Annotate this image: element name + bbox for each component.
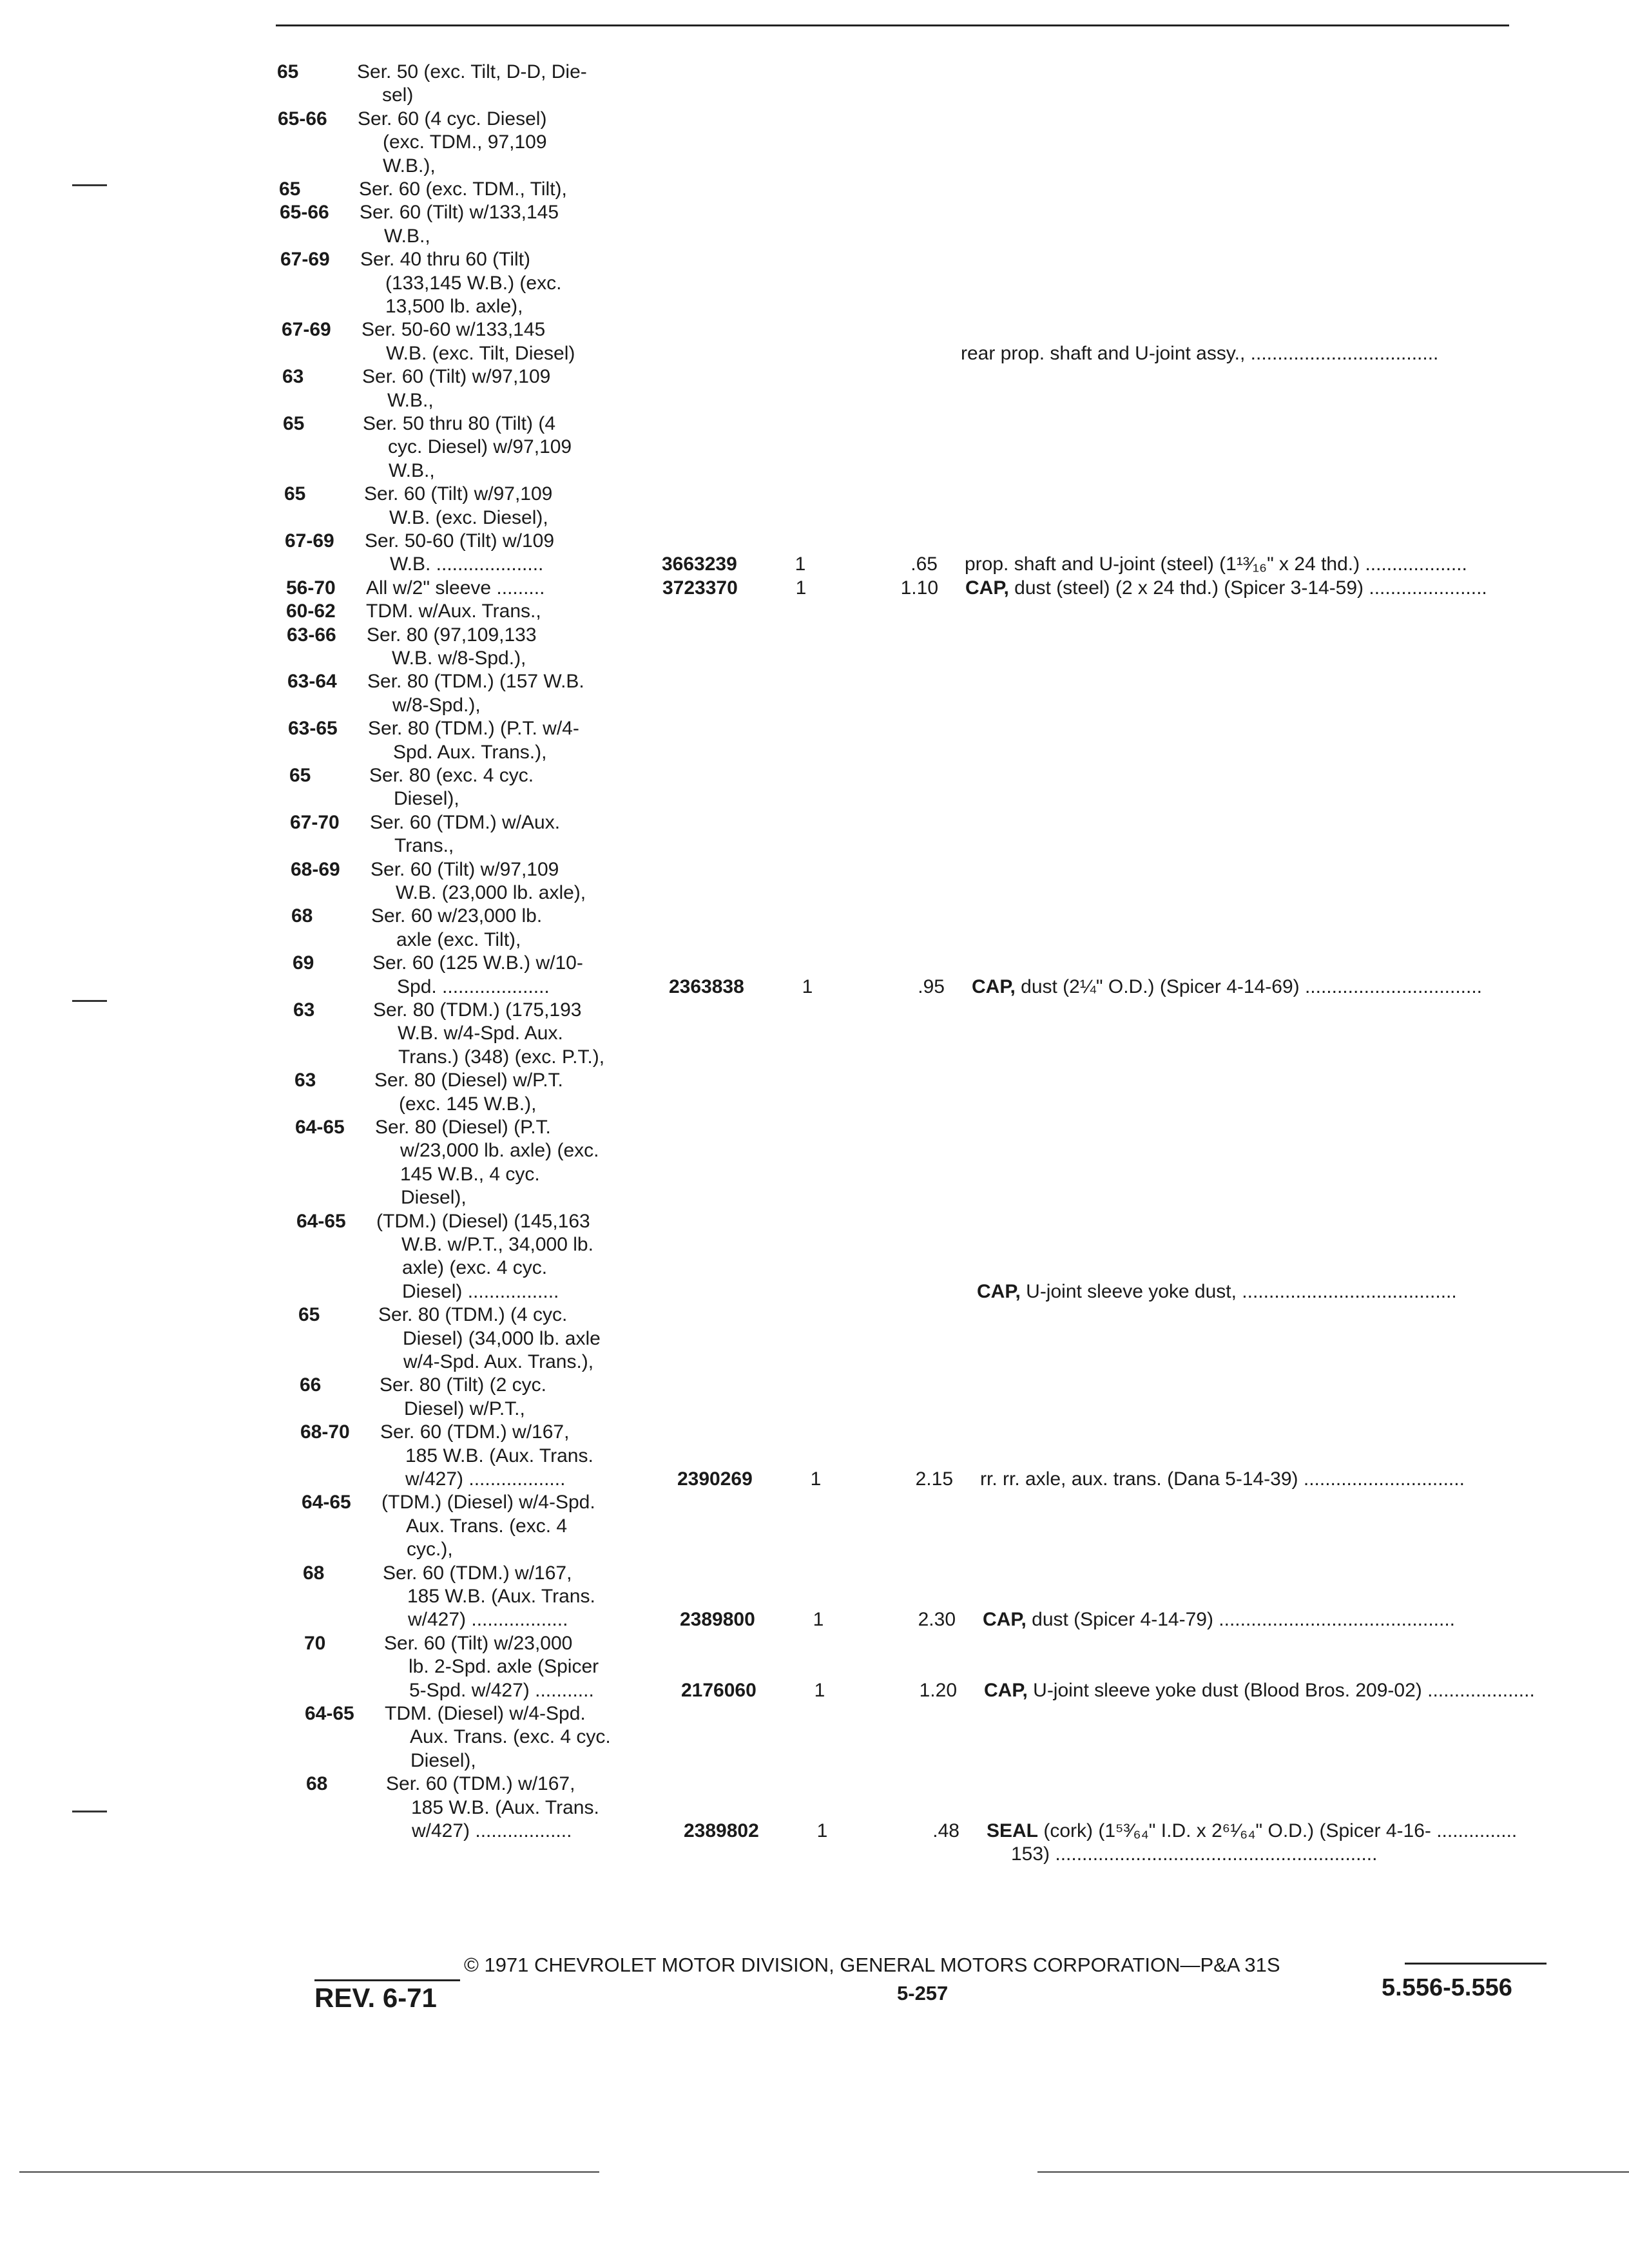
- model-year: 63-64: [287, 671, 337, 693]
- model-year: 68-69: [291, 858, 340, 880]
- application-description: Ser. 60 (4 cyc. Diesel): [358, 108, 547, 130]
- list-price: .48: [932, 1820, 959, 1841]
- model-year: 63: [282, 366, 304, 388]
- section-number: 5.556-5.556: [1382, 1974, 1512, 2001]
- table-row: [0, 481, 1598, 507]
- table-row: [0, 247, 1598, 273]
- table-row: [0, 1443, 1598, 1469]
- table-row: [0, 810, 1598, 836]
- part-name-text: dust (steel) (2 x 24 thd.) (Spicer 3-14-59) ......................: [1008, 577, 1487, 599]
- table-row: [0, 177, 1598, 202]
- table-row: [0, 1654, 1598, 1680]
- part-name-text: dust (2¼" O.D.) (Spicer 4-14-69) .................................: [1015, 975, 1483, 997]
- part-number: 2390269: [677, 1468, 753, 1490]
- application-description: W.B. (exc. Tilt, Diesel): [386, 342, 575, 364]
- table-row: [0, 552, 1598, 577]
- table-row: [0, 200, 1598, 226]
- table-row: [0, 1584, 1598, 1610]
- model-year: 63-66: [287, 624, 336, 646]
- table-row: [0, 1561, 1598, 1586]
- model-year: 65: [298, 1304, 320, 1326]
- table-row: [0, 1279, 1598, 1305]
- table-row: [0, 763, 1598, 789]
- part-number: 2363838: [669, 975, 744, 997]
- table-row: [0, 1091, 1598, 1117]
- application-description: Diesel) (34,000 lb. axle: [403, 1327, 601, 1349]
- part-name-keyword: CAP,: [965, 577, 1009, 599]
- table-row: [0, 1115, 1598, 1140]
- table-row: [0, 130, 1598, 155]
- application-description: cyc. Diesel) w/97,109: [388, 436, 572, 458]
- application-description: Trans.) (348) (exc. P.T.),: [398, 1046, 605, 1068]
- part-number: 3723370: [662, 577, 738, 599]
- table-row: [0, 1349, 1598, 1375]
- table-row: [0, 1162, 1598, 1187]
- table-row: [0, 1607, 1598, 1633]
- table-row: [0, 1678, 1598, 1704]
- application-description: W.B.,: [384, 225, 430, 247]
- table-row: [0, 59, 1598, 85]
- model-year: 60-62: [286, 601, 336, 622]
- application-description: Ser. 60 (125 W.B.) w/10-: [372, 952, 583, 974]
- list-price: 1.20: [919, 1679, 957, 1701]
- table-row: [0, 1724, 1598, 1750]
- model-year: 64-65: [295, 1117, 345, 1138]
- application-description: Trans.,: [394, 835, 454, 857]
- application-description: Ser. 80 (TDM.) (157 W.B.: [367, 671, 584, 693]
- table-row: [0, 1396, 1598, 1422]
- application-description: W.B. w/P.T., 34,000 lb.: [401, 1234, 593, 1255]
- application-description: W.B. (23,000 lb. axle),: [396, 882, 586, 903]
- model-year: 63-65: [288, 718, 338, 740]
- table-row: [0, 1326, 1598, 1352]
- footer-rule-left: [314, 1979, 460, 1981]
- model-year: 64-65: [296, 1210, 346, 1232]
- model-year: 68-70: [300, 1421, 350, 1443]
- table-row: [0, 669, 1598, 695]
- application-description: Ser. 40 thru 60 (Tilt): [360, 249, 530, 271]
- application-description: TDM. (Diesel) w/4-Spd.: [385, 1703, 586, 1724]
- table-row: [0, 1255, 1598, 1281]
- application-description: cyc.),: [407, 1539, 453, 1561]
- model-year: 65: [279, 178, 301, 200]
- table-row: [0, 1372, 1598, 1398]
- model-year: 65: [289, 765, 311, 786]
- application-description: w/427) ..................: [408, 1609, 568, 1631]
- application-description: axle (exc. Tilt),: [396, 928, 521, 950]
- table-row: [0, 1818, 1598, 1844]
- application-description: W.B. w/8-Spd.),: [392, 648, 526, 669]
- part-name: [961, 341, 1438, 367]
- model-year: 66: [300, 1374, 322, 1396]
- part-name: [987, 1818, 1517, 1844]
- application-description: (TDM.) (Diesel) (145,163: [376, 1210, 590, 1232]
- part-name-text: (cork) (1⁵³⁄₆₄" I.D. x 2⁶¹⁄₆₄" O.D.) (Spicer 4-16- ...............: [1038, 1820, 1518, 1841]
- model-year: 63: [294, 1070, 316, 1091]
- application-description: (exc. TDM., 97,109: [383, 131, 547, 153]
- model-year: 67-69: [282, 319, 331, 341]
- table-row: [0, 1841, 1598, 1867]
- copyright-notice: © 1971 CHEVROLET MOTOR DIVISION, GENERAL MOTORS CORPORATION—P&A 31S: [464, 1954, 1280, 1976]
- application-description: Ser. 80 (exc. 4 cyc.: [369, 765, 534, 786]
- model-year: 56-70: [286, 577, 336, 599]
- application-description: Ser. 50-60 w/133,145: [361, 319, 546, 341]
- part-name: [1011, 1841, 1377, 1867]
- table-row: [0, 857, 1598, 883]
- application-description: lb. 2-Spd. axle (Spicer: [409, 1656, 599, 1678]
- quantity: 1: [814, 1679, 825, 1701]
- table-row: [0, 271, 1598, 296]
- model-year: 70: [304, 1632, 326, 1654]
- part-name-text: U-joint sleeve yoke dust, ........................................: [1020, 1280, 1457, 1302]
- application-description: Ser. 80 (Tilt) (2 cyc.: [380, 1374, 546, 1396]
- application-description: Ser. 80 (TDM.) (P.T. w/4-: [368, 718, 579, 740]
- table-row: [0, 575, 1598, 601]
- table-row: [0, 528, 1598, 554]
- part-name-keyword: CAP,: [984, 1679, 1028, 1701]
- model-year: 68: [303, 1562, 325, 1584]
- table-row: [0, 1490, 1598, 1515]
- list-price: .95: [918, 975, 945, 997]
- table-row: [0, 1044, 1598, 1070]
- table-row: [0, 1537, 1598, 1562]
- table-row: [0, 1748, 1598, 1774]
- table-row: [0, 1771, 1598, 1797]
- application-description: Diesel),: [394, 788, 459, 810]
- model-year: 68: [291, 905, 313, 927]
- application-description: Aux. Trans. (exc. 4 cyc.: [410, 1726, 611, 1748]
- table-row: [0, 1795, 1598, 1821]
- application-description: 5-Spd. w/427) ...........: [409, 1679, 594, 1701]
- table-row: [0, 1232, 1598, 1258]
- part-name: [965, 575, 1487, 601]
- table-row: [0, 1514, 1598, 1539]
- application-description: w/427) ..................: [405, 1468, 566, 1490]
- part-name: [984, 1678, 1535, 1704]
- table-row: [0, 950, 1598, 976]
- application-description: Ser. 60 (Tilt) w/97,109: [362, 366, 551, 388]
- application-description: Ser. 50 thru 80 (Tilt) (4: [363, 413, 556, 434]
- table-row: [0, 693, 1598, 718]
- application-description: 185 W.B. (Aux. Trans.: [411, 1796, 599, 1818]
- quantity: 1: [816, 1820, 828, 1841]
- footer-rule-right: [1405, 1963, 1547, 1965]
- model-year: 69: [293, 952, 314, 974]
- application-description: Ser. 80 (Diesel) w/P.T.: [374, 1070, 563, 1091]
- application-description: Diesel),: [401, 1187, 467, 1209]
- page-number: 5-257: [897, 1982, 949, 2004]
- application-description: W.B.),: [383, 155, 436, 177]
- table-row: [0, 903, 1598, 929]
- table-row: [0, 1185, 1598, 1211]
- part-name-keyword: SEAL: [987, 1820, 1039, 1841]
- application-description: 185 W.B. (Aux. Trans.: [407, 1586, 595, 1607]
- table-row: [0, 1302, 1598, 1328]
- application-description: Ser. 60 (exc. TDM., Tilt),: [359, 178, 567, 200]
- application-description: W.B.,: [387, 389, 434, 411]
- application-description: axle) (exc. 4 cyc.: [402, 1257, 548, 1279]
- application-description: Ser. 60 (TDM.) w/167,: [383, 1562, 572, 1584]
- application-description: Ser. 60 (Tilt) w/23,000: [384, 1632, 573, 1654]
- table-row: [0, 974, 1598, 1000]
- application-description: W.B. w/4-Spd. Aux.: [398, 1023, 563, 1044]
- table-row: [0, 716, 1598, 742]
- table-row: [0, 599, 1598, 624]
- bottom-rule-left: [19, 2171, 599, 2173]
- part-name: [965, 552, 1467, 577]
- model-year: 67-69: [280, 249, 330, 271]
- part-name-keyword: CAP,: [977, 1280, 1021, 1302]
- list-price: 2.30: [918, 1609, 956, 1631]
- table-row: [0, 458, 1598, 484]
- table-row: [0, 622, 1598, 648]
- application-description: Ser. 80 (TDM.) (175,193: [373, 999, 582, 1021]
- revision-label: REV. 6-71: [314, 1983, 437, 2013]
- application-description: Diesel),: [410, 1749, 476, 1771]
- part-number: 2389802: [684, 1820, 759, 1841]
- table-row: [0, 1701, 1598, 1727]
- table-row: [0, 364, 1598, 390]
- application-description: Ser. 80 (Diesel) (P.T.: [375, 1117, 551, 1138]
- application-description: Aux. Trans. (exc. 4: [406, 1515, 568, 1537]
- part-name: [972, 974, 1482, 1000]
- model-year: 63: [293, 999, 315, 1021]
- part-name-text: rear prop. shaft and U-joint assy., ...................................: [961, 342, 1439, 364]
- part-name: [983, 1607, 1455, 1633]
- part-name: [980, 1466, 1465, 1492]
- application-description: W.B. (exc. Diesel),: [389, 506, 548, 528]
- table-row: [0, 880, 1598, 906]
- model-year: 67-69: [285, 530, 334, 552]
- model-year: 67-70: [290, 811, 340, 833]
- table-row: [0, 740, 1598, 765]
- application-description: Ser. 50 (exc. Tilt, D-D, Die-: [357, 61, 587, 82]
- application-description: Ser. 80 (97,109,133: [367, 624, 537, 646]
- bottom-rule-right: [1037, 2171, 1629, 2173]
- application-description: (TDM.) (Diesel) w/4-Spd.: [381, 1492, 595, 1514]
- table-row: [0, 411, 1598, 437]
- application-description: Ser. 80 (TDM.) (4 cyc.: [378, 1304, 568, 1326]
- quantity: 1: [810, 1468, 822, 1490]
- table-row: [0, 1068, 1598, 1093]
- application-description: Ser. 60 (Tilt) w/133,145: [360, 202, 559, 224]
- model-year: 65-66: [280, 202, 329, 224]
- application-description: Diesel) w/P.T.,: [404, 1398, 525, 1419]
- list-price: .65: [911, 553, 938, 575]
- model-year: 65: [284, 483, 306, 505]
- table-row: [0, 1466, 1598, 1492]
- table-row: [0, 997, 1598, 1023]
- quantity: 1: [813, 1609, 824, 1631]
- part-name-text: 153) ............................................................: [1011, 1843, 1378, 1865]
- application-description: sel): [382, 84, 414, 106]
- application-description: (exc. 145 W.B.),: [399, 1093, 537, 1115]
- application-description: W.B.,: [389, 459, 435, 481]
- table-row: [0, 1209, 1598, 1235]
- application-description: w/427) ..................: [412, 1820, 572, 1841]
- application-description: Ser. 60 (Tilt) w/97,109: [364, 483, 553, 505]
- table-row: [0, 1419, 1598, 1445]
- application-description: Spd. ....................: [397, 975, 550, 997]
- table-row: [0, 224, 1598, 249]
- part-name-keyword: CAP,: [983, 1609, 1027, 1631]
- table-row: [0, 833, 1598, 859]
- application-description: 13,500 lb. axle),: [385, 296, 523, 317]
- table-row: [0, 434, 1598, 460]
- application-description: w/23,000 lb. axle) (exc.: [400, 1140, 599, 1162]
- application-description: 185 W.B. (Aux. Trans.: [405, 1445, 593, 1466]
- application-description: TDM. w/Aux. Trans.,: [366, 601, 541, 622]
- application-description: Ser. 50-60 (Tilt) w/109: [365, 530, 555, 552]
- table-row: [0, 505, 1598, 531]
- table-row: [0, 1021, 1598, 1046]
- model-year: 64-65: [305, 1703, 354, 1724]
- model-year: 64-65: [302, 1492, 351, 1514]
- model-year: 68: [306, 1773, 328, 1795]
- application-description: w/4-Spd. Aux. Trans.),: [403, 1351, 594, 1372]
- table-row: [0, 317, 1598, 343]
- table-row: [0, 1138, 1598, 1164]
- application-description: (133,145 W.B.) (exc.: [385, 272, 562, 294]
- quantity: 1: [795, 553, 806, 575]
- part-name: [977, 1279, 1457, 1305]
- application-description: 145 W.B., 4 cyc.: [400, 1163, 540, 1185]
- part-number: 3663239: [662, 553, 737, 575]
- part-number: 2389800: [680, 1609, 755, 1631]
- quantity: 1: [802, 975, 813, 997]
- application-description: Ser. 60 w/23,000 lb.: [371, 905, 543, 927]
- application-description: Ser. 60 (TDM.) w/Aux.: [370, 811, 561, 833]
- table-row: [0, 294, 1598, 320]
- application-description: Spd. Aux. Trans.),: [393, 741, 547, 763]
- table-row: [0, 1631, 1598, 1657]
- part-name-text: dust (Spicer 4-14-79) ............................................: [1026, 1609, 1456, 1631]
- table-row: [0, 153, 1598, 179]
- application-description: Diesel) .................: [402, 1280, 559, 1302]
- model-year: 65-66: [278, 108, 327, 130]
- part-name-text: U-joint sleeve yoke dust (Blood Bros. 209-02) ....................: [1027, 1679, 1535, 1701]
- application-description: Ser. 60 (Tilt) w/97,109: [371, 858, 559, 880]
- quantity: 1: [795, 577, 807, 599]
- application-description: All w/2" sleeve .........: [366, 577, 545, 599]
- application-description: Ser. 60 (TDM.) w/167,: [386, 1773, 575, 1795]
- table-row: [0, 106, 1598, 132]
- part-name-keyword: CAP,: [972, 975, 1016, 997]
- application-description: w/8-Spd.),: [392, 694, 481, 716]
- table-row: [0, 388, 1598, 414]
- part-name-text: prop. shaft and U-joint (steel) (1¹³⁄₁₆" x 24 thd.) ...................: [965, 553, 1467, 575]
- table-row: [0, 927, 1598, 953]
- part-name-text: rr. rr. axle, aux. trans. (Dana 5-14-39) ..............................: [980, 1468, 1465, 1490]
- table-row: [0, 82, 1598, 108]
- list-price: 1.10: [900, 577, 938, 599]
- table-row: [0, 341, 1598, 367]
- table-row: [0, 646, 1598, 671]
- application-description: W.B. ....................: [390, 553, 544, 575]
- application-description: Ser. 60 (TDM.) w/167,: [380, 1421, 570, 1443]
- model-year: 65: [277, 61, 299, 82]
- table-row: [0, 786, 1598, 812]
- list-price: 2.15: [915, 1468, 953, 1490]
- model-year: 65: [283, 413, 305, 434]
- part-number: 2176060: [681, 1679, 757, 1701]
